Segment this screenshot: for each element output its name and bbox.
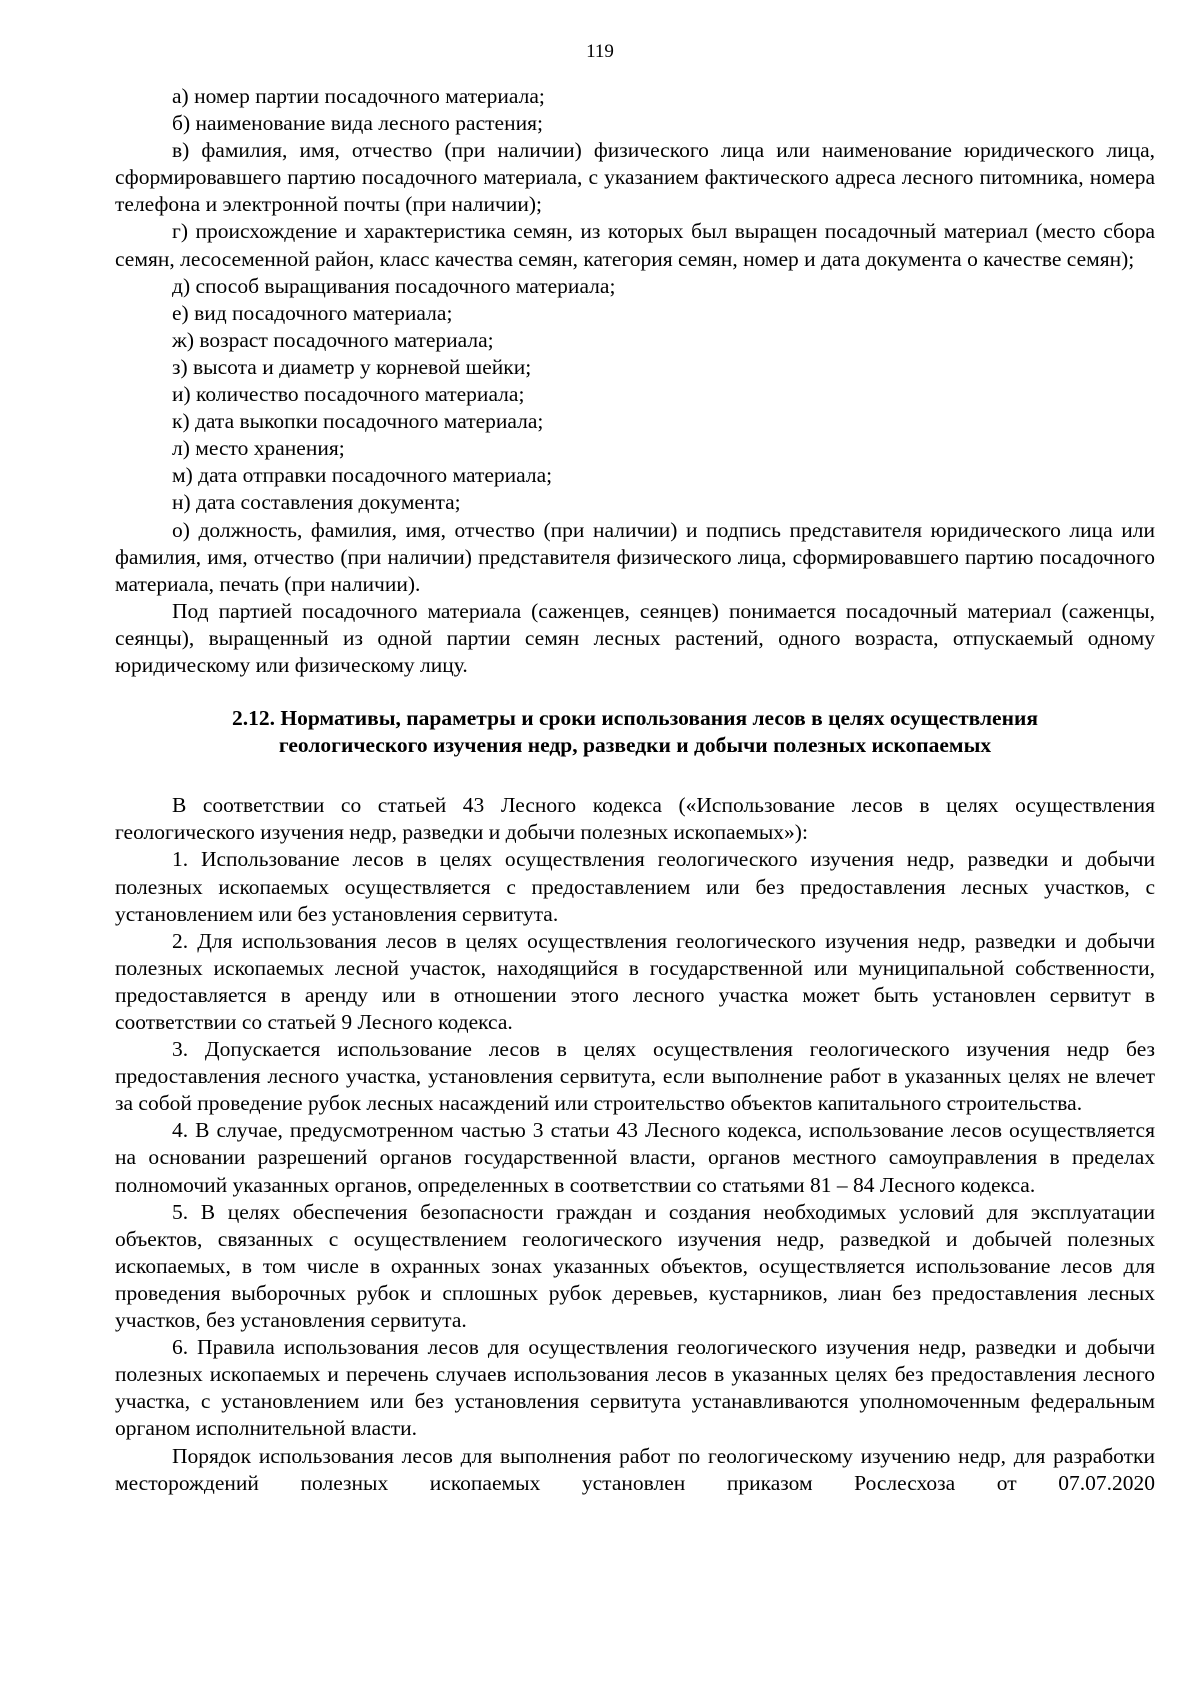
list-item: м) дата отправки посадочного материала; <box>172 463 553 488</box>
list-item: з) высота и диаметр у корневой шейки; <box>172 354 532 379</box>
section-heading-line: геологического изучения недр, разведки и добычи полезных ископаемых <box>278 733 992 758</box>
list-item: к) дата выкопки посадочного материала; <box>172 409 544 434</box>
attribute-list <box>115 83 1155 598</box>
list-item: б) наименование вида лесного растения; <box>172 111 543 136</box>
list-item: о) должность, фамилия, имя, отчество (при наличии) и подпись представителя юридического лица или фамилия, имя, отчество (при наличии) представителя физического лица, сформировавшего партию посадочного материала, печать (при наличии). <box>115 517 1155 596</box>
list-item: г) происхождение и характеристика семян, из которых был выращен посадочный материал (место сбора семян, лесосеменной район, класс качества семян, категория семян, номер и дата документа о качестве семян); <box>115 219 1155 271</box>
section-heading-line: 2.12. Нормативы, параметры и сроки использования лесов в целях осуществления <box>232 706 1038 731</box>
definition-paragraph: Под партией посадочного материала (саженцев, сеянцев) понимается посадочный материал (саженцы, сеянцы), выращенный из одной партии семян лесных растений, одного возраста, отпускаемый одному юридическому или физическому лицу. <box>115 598 1155 677</box>
list-item: и) количество посадочного материала; <box>172 382 525 407</box>
section-paragraph: 2. Для использования лесов в целях осуществления геологического изучения недр, разведки и добычи полезных ископаемых лесной участок, находящийся в государственной или муниципальной собственности, предоставляется в аренду или в отношении этого лесного участка может быть установлен сервитут в соответствии со статьей 9 Лесного кодекса. <box>115 928 1155 1034</box>
list-item: е) вид посадочного материала; <box>172 300 453 325</box>
section-paragraph: 3. Допускается использование лесов в целях осуществления геологического изучения недр без предоставления лесного участка, установления сервитута, если выполнение работ в указанных целях не влечет за собой проведение рубок лесных насаждений или строительство объектов капитального строительства. <box>115 1037 1155 1116</box>
list-item: л) место хранения; <box>172 436 345 461</box>
section-body <box>115 792 1155 1496</box>
section-paragraph: Порядок использования лесов для выполнения работ по геологическому изучению недр, для разработки месторождений полезных ископаемых установлен приказом Рослесхоза от 07.07.2020 <box>115 1443 1155 1495</box>
document-body <box>115 83 1155 1497</box>
section-paragraph: В соответствии со статьей 43 Лесного кодекса («Использование лесов в целях осуществления геологического изучения недр, разведки и добычи полезных ископаемых»): <box>115 793 1155 845</box>
list-item: в) фамилия, имя, отчество (при наличии) физического лица или наименование юридического лица, сформировавшего партию посадочного материала, с указанием фактического адреса лесного питомника, номера телефона и электронной почты (при наличии); <box>115 138 1155 217</box>
section-heading <box>115 705 1155 759</box>
section-paragraph: 5. В целях обеспечения безопасности граждан и создания необходимых условий для эксплуатации объектов, связанных с осуществлением геологического изучения недр, разведкой и добычей полезных ископаемых, в том числе в охранных зонах указанных объектов, осуществляется использование лесов для проведения выборочных рубок и сплошных рубок деревьев, кустарников, лиан без предоставления лесных участков, без установления сервитута. <box>115 1199 1155 1333</box>
list-item: н) дата составления документа; <box>172 490 461 515</box>
list-item: а) номер партии посадочного материала; <box>172 84 545 108</box>
section-paragraph: 4. В случае, предусмотренном частью 3 статьи 43 Лесного кодекса, использование лесов осуществляется на основании разрешений органов государственной власти, органов местного самоуправления в пределах полномочий указанных органов, определенных в соответствии со статьями 81 – 84 Лесного кодекса. <box>115 1118 1155 1197</box>
page-number: 119 <box>586 41 614 62</box>
section-paragraph: 1. Использование лесов в целях осуществления геологического изучения недр, разведки и добычи полезных ископаемых осуществляется с предоставлением или без предоставления лесных участков, с установлением или без установления сервитута. <box>115 847 1155 926</box>
list-item: д) способ выращивания посадочного материала; <box>172 273 616 298</box>
section-paragraph: 6. Правила использования лесов для осуществления геологического изучения недр, разведки и добычи полезных ископаемых и перечень случаев использования лесов в указанных целях без предоставления лесного участка, с установлением или без установления сервитута устанавливаются уполномоченным федеральным органом исполнительной власти. <box>115 1335 1155 1441</box>
list-item: ж) возраст посадочного материала; <box>172 327 494 352</box>
